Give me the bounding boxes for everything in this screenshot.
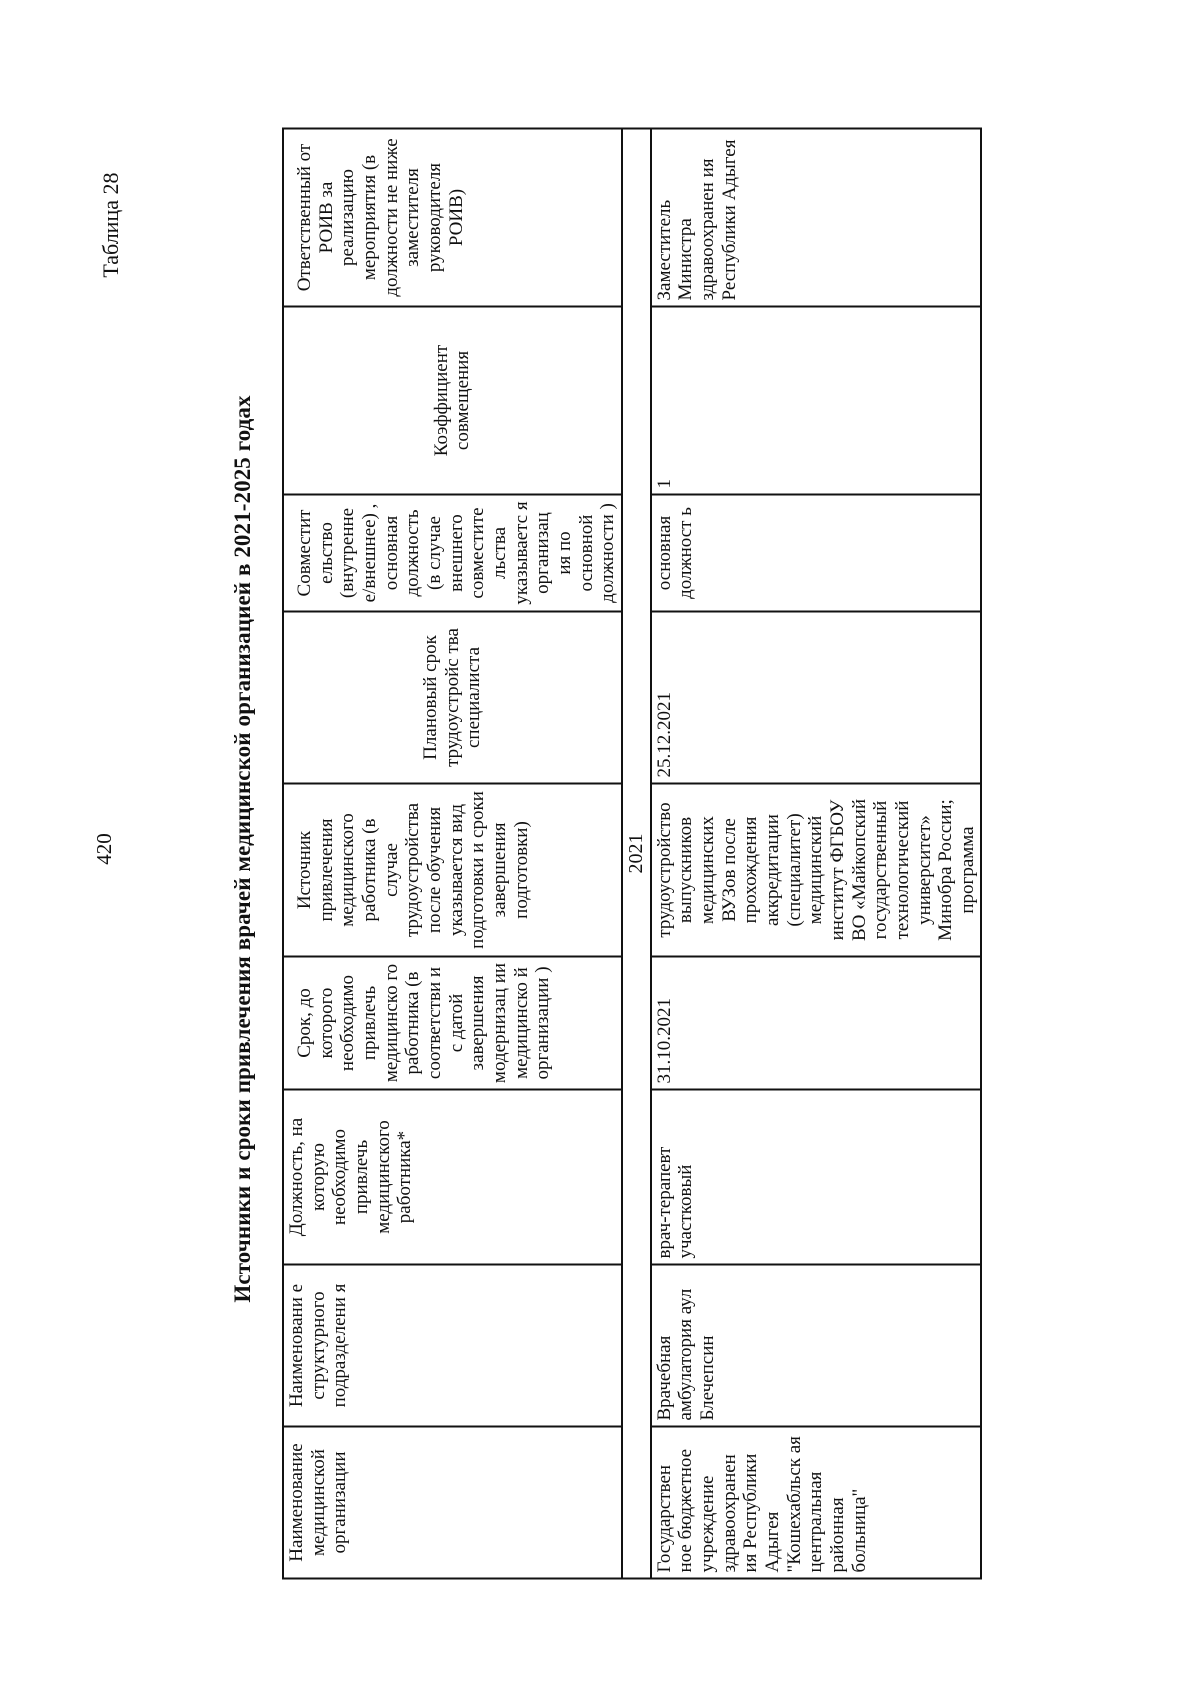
recruitment-table: [282, 127, 982, 1579]
table-header-row: [283, 128, 622, 1578]
cell-responsible: Заместитель Министра здравоохранен ия Республики Адыгея: [651, 128, 982, 306]
table-row: [651, 128, 982, 1578]
header-deadline: Срок, до которого необходимо привлечь медицинско го работника (в соответстви и с датой завершения модернизац ии медицинско й организации ): [283, 956, 622, 1089]
cell-organization: Государствен ное бюджетное учреждение здравоохранен ия Республики Адыгея "Кошехабльск ая центральная районная больница": [651, 1426, 982, 1578]
header-subdivision: Наименовани е структурного подразделени я: [283, 1264, 622, 1426]
header-source: Источник привлечения медицинского работника (в случае трудоустройства после обучения указывается вид подготовки и сроки завершения подготовки): [283, 783, 622, 956]
document-title: Источники и сроки привлечения врачей медицинской организацией в 2021-2025 годах: [230, 394, 255, 1303]
cell-subdivision: Врачебная амбулатория аул Блечепсин: [651, 1264, 982, 1426]
year-label: 2021: [622, 128, 651, 1578]
page-number: 420: [92, 832, 116, 865]
cell-coefficient: 1: [651, 306, 982, 494]
header-planned-date: Плановый срок трудоустройс тва специалиста: [283, 611, 622, 783]
header-combination: Совместит ельство (внутренне е/внешнее) , основная должность (в случае внешнего совместите льства указываетс я организац ия по основной должности ): [283, 494, 622, 611]
header-position: Должность, на которую необходимо привлечь медицинского работника*: [283, 1089, 622, 1264]
cell-source: трудоустройство выпускников медицинских ВУЗов после прохождения аккредитации (специалитет) медицинский институт ФГБОУ ВО «Майкопский государственный технологический университет» Минобра России; программа: [651, 783, 982, 956]
cell-deadline: 31.10.2021: [651, 956, 982, 1089]
header-responsible: Ответственный от РОИВ за реализацию мероприятия (в должности не ниже заместителя руководителя РОИВ): [283, 128, 622, 306]
header-organization: Наименование медицинской организации: [283, 1426, 622, 1578]
cell-position: врач-терапевт участковый: [651, 1089, 982, 1264]
header-coefficient: Коэффициент совмещения: [283, 306, 622, 494]
table-label: Таблица 28: [98, 172, 123, 278]
cell-combination: основная должност ь: [651, 494, 982, 611]
cell-planned-date: 25.12.2021: [651, 611, 982, 783]
year-row: [622, 128, 651, 1578]
